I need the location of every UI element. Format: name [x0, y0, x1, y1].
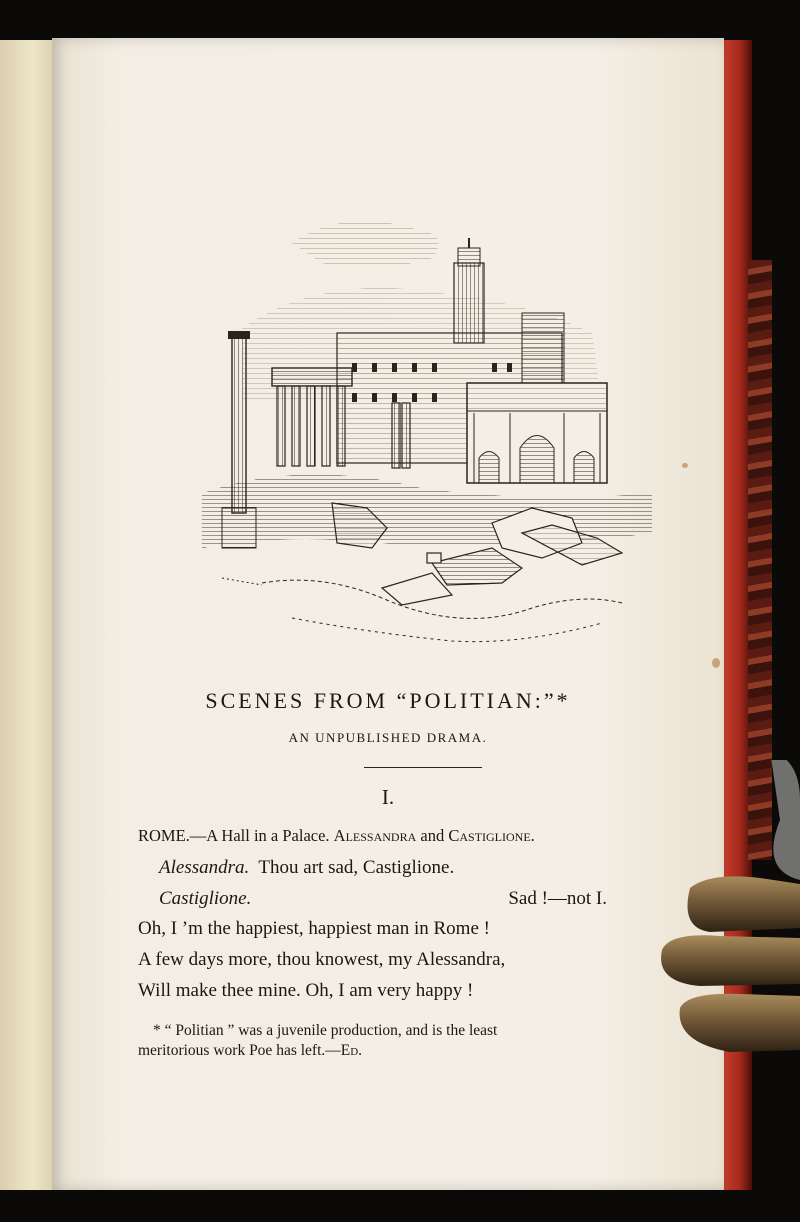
footnote-line: * “ Politian ” was a juvenile production, and is the least: [153, 1022, 498, 1039]
scene-number: I.: [381, 785, 395, 809]
scene-heading: [138, 826, 535, 846]
editor-signature: Ed.: [340, 1042, 363, 1059]
dialogue-text: Thou art sad, Castiglione.: [258, 857, 455, 878]
temple-pediment: [272, 368, 352, 386]
dialogue-text: Sad !—not I.: [508, 888, 607, 909]
chapter-title: SCENES FROM “POLITIAN:”*: [205, 688, 571, 713]
dialogue-line: [159, 888, 607, 910]
verse-line: A few days more, thou knowest, my Alessandra,: [138, 949, 506, 970]
hand-holding-page: [650, 760, 800, 1060]
forum-ruins-engraving: [202, 203, 652, 658]
footnote-line: [138, 1042, 362, 1060]
left-page-edge: [0, 40, 58, 1190]
verse-line: Will make thee mine. Oh, I am very happy !: [138, 980, 474, 1001]
book-page: [52, 38, 724, 1190]
verse-line: Oh, I ’m the happiest, happiest man in Rome !: [138, 918, 490, 939]
divider-rule: [364, 767, 482, 768]
bell-tower: [454, 263, 484, 343]
chapter-subtitle: AN UNPUBLISHED DRAMA.: [288, 730, 488, 745]
foxing-spot: [712, 658, 720, 668]
speaker-name: Alessandra.: [159, 857, 250, 878]
foxing-spot: [682, 463, 688, 468]
dialogue-line: [159, 857, 454, 879]
scene-location: ROME.—A Hall in a Palace.: [138, 826, 330, 845]
conjunction: and: [420, 826, 445, 845]
character-name: Castiglione.: [448, 826, 535, 845]
speaker-name: Castiglione.: [159, 888, 252, 909]
character-name: Alessandra: [333, 826, 417, 845]
triumphal-arch: [467, 383, 607, 483]
cloud: [292, 221, 439, 267]
footnote-text: meritorious work Poe has left.—: [138, 1042, 341, 1059]
